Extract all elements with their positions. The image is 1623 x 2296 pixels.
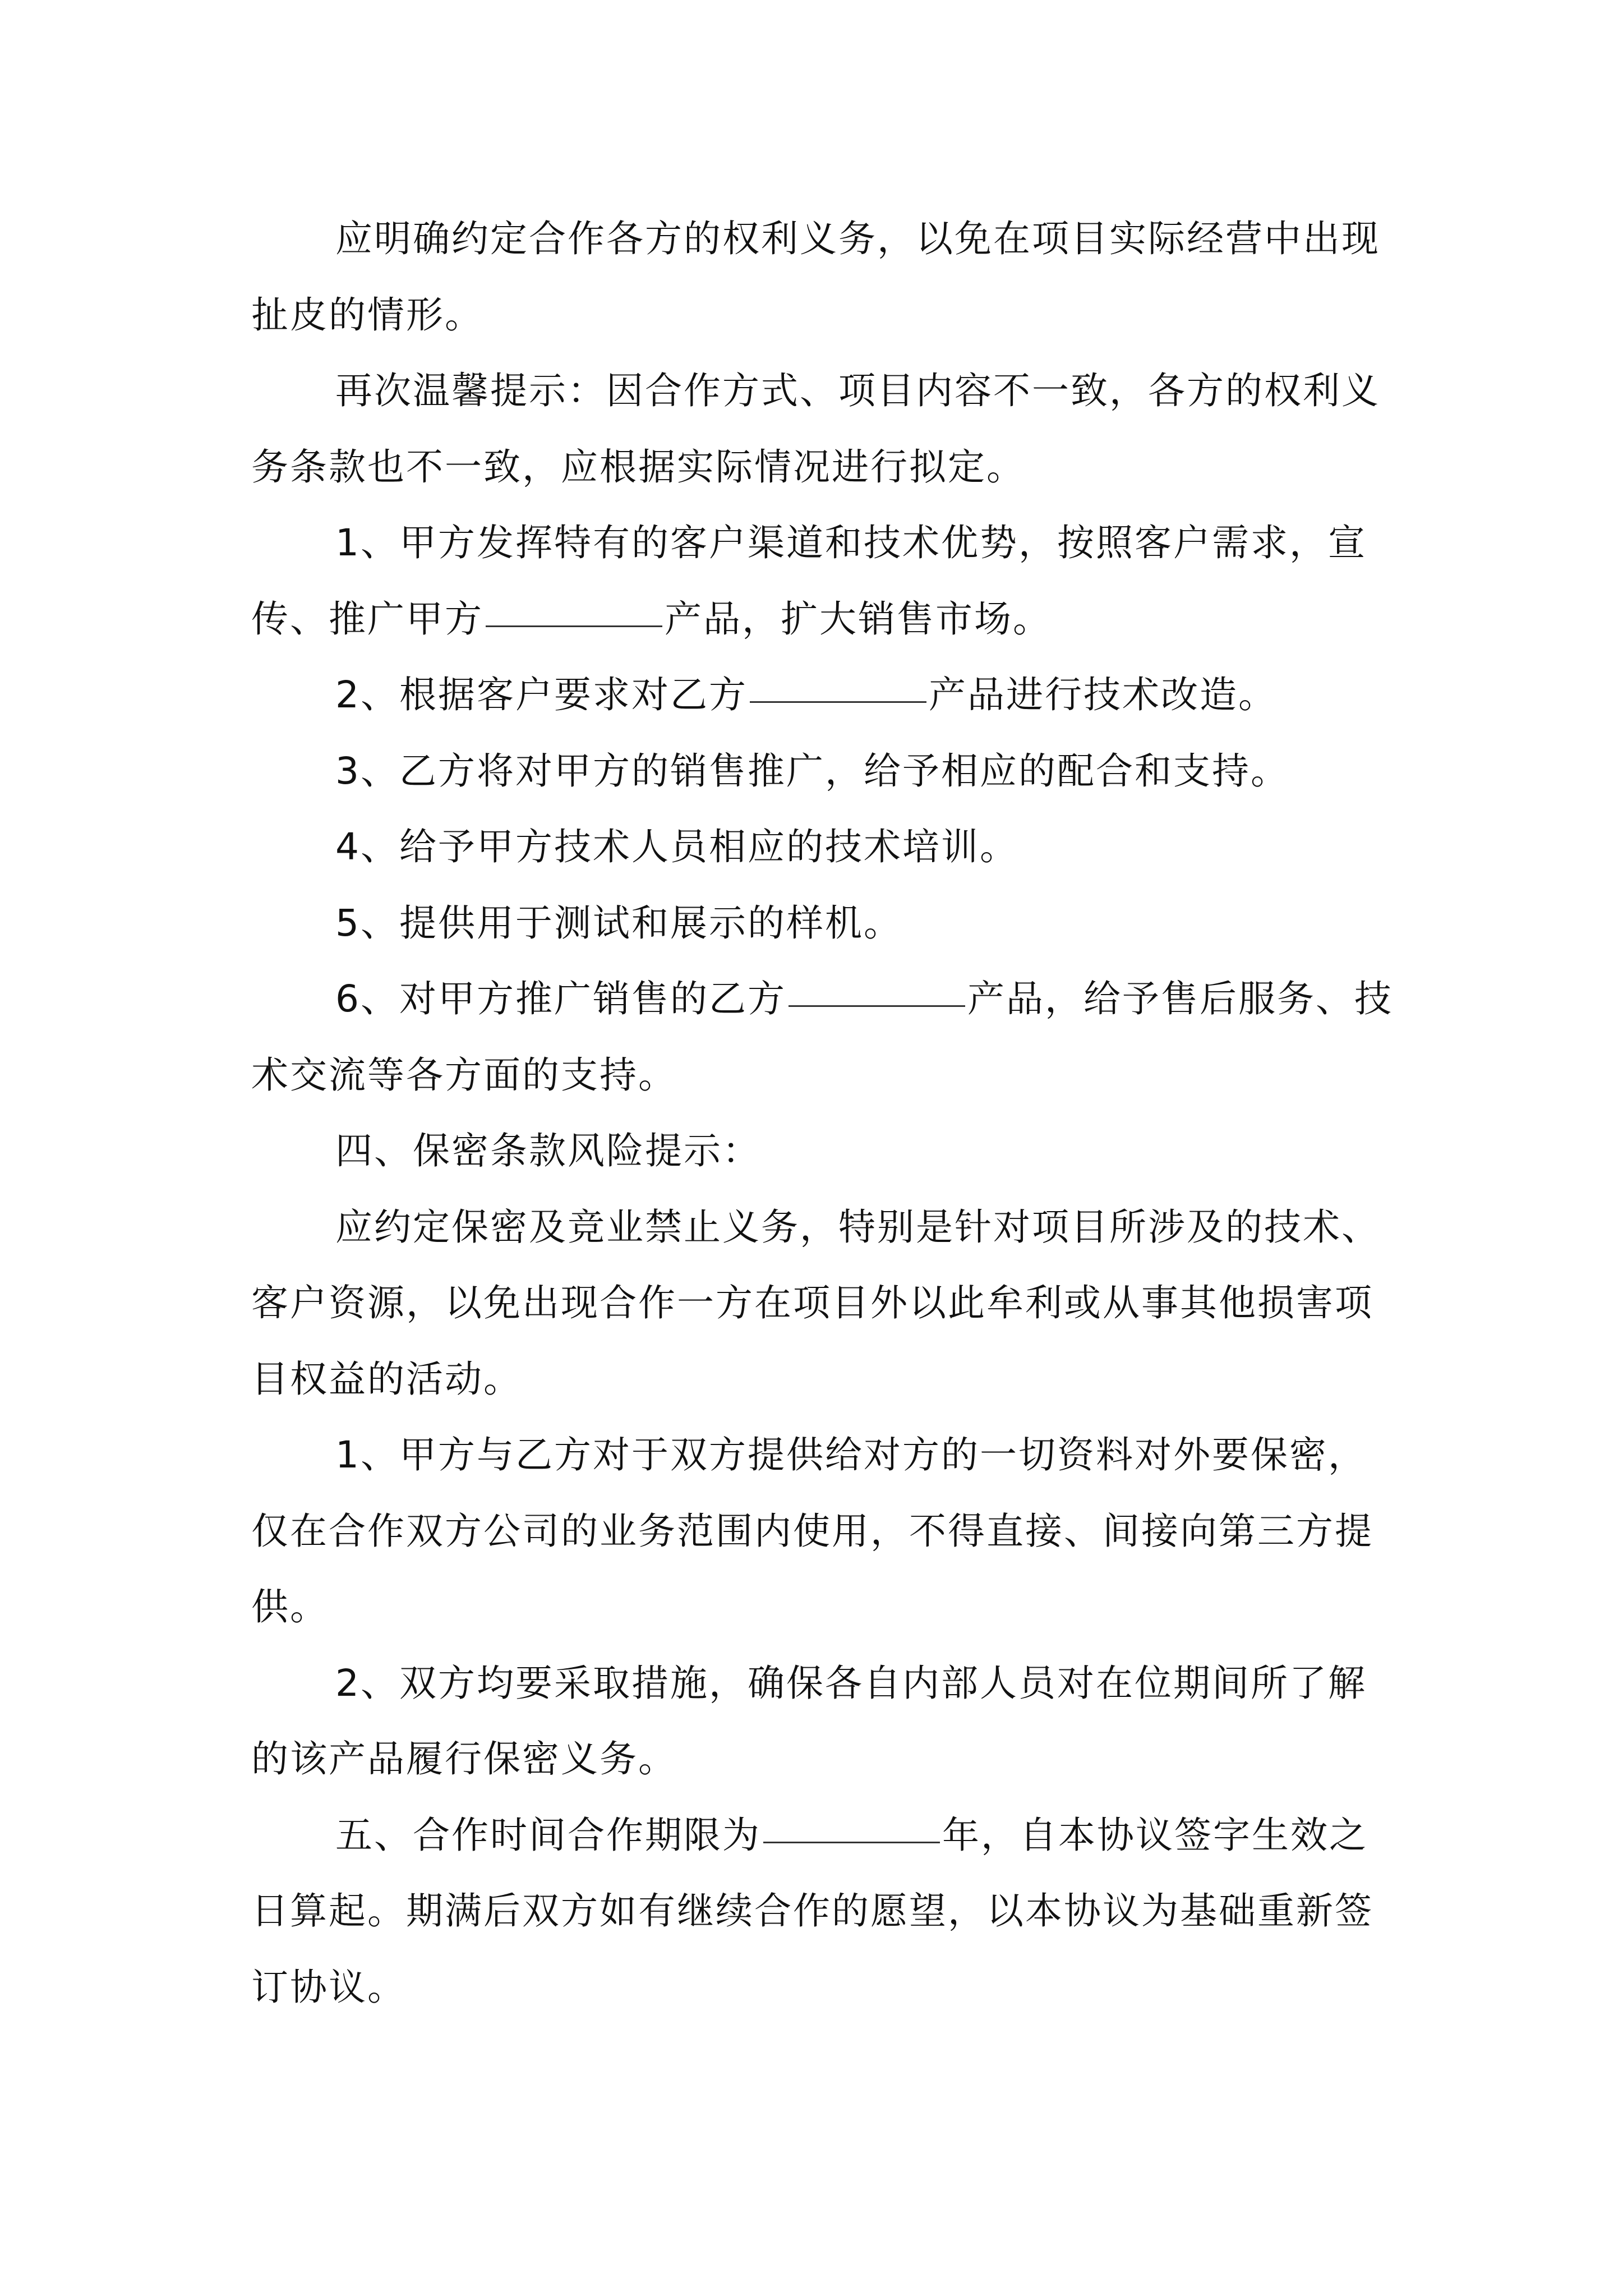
paragraph-text: 再次温馨提示：因合作方式、项目内容不一致，各方的权利义务条款也不一致，应根据实际情况进行拟定。 [251,369,1380,489]
paragraph-text: 1、甲方与乙方对于双方提供给对方的一切资料对外要保密，仅在合作双方公司的业务范围内使用，不得直接、间接向第三方提供。 [251,1433,1373,1628]
paragraph-item-6 [251,961,1401,1113]
paragraph-text: 产品进行技术改造。 [929,673,1277,716]
paragraph-text: 年，自本协议签字生效之日算起。期满后双方如有继续合作的愿望，以本协议为基础重新签订协议。 [251,1813,1373,2009]
paragraph-item-2 [251,657,1401,733]
paragraph-text: 4、给予甲方技术人员相应的技术培训。 [335,825,1018,868]
paragraph-duties-intro [251,201,1401,353]
fill-in-blank [763,1842,940,1843]
paragraph-text: 产品，给予售后服务、技术交流等各方面的支持。 [251,977,1393,1097]
paragraph-text: 3、乙方将对甲方的销售推广，给予相应的配合和支持。 [335,749,1289,793]
paragraph-text: 应约定保密及竞业禁止义务，特别是针对项目所涉及的技术、客户资源，以免出现合作一方在项目外以此牟利或从事其他损害项目权益的活动。 [251,1205,1380,1401]
paragraph-text: 2、双方均要采取措施，确保各自内部人员对在位期间所了解的该产品履行保密义务。 [251,1661,1367,1780]
paragraph-text: 五、合作时间合作期限为 [335,1813,761,1857]
paragraph-confidentiality-2 [251,1645,1401,1797]
paragraph-text: 5、提供用于测试和展示的样机。 [335,901,902,945]
paragraph-item-4 [251,809,1401,885]
paragraph-reminder [251,353,1401,505]
paragraph-confidentiality-1 [251,1417,1401,1645]
section-heading-confidentiality [251,1113,1401,1189]
paragraph-text: 2、根据客户要求对乙方 [335,673,748,716]
fill-in-blank [789,1005,965,1007]
fill-in-blank [750,701,926,703]
fill-in-blank [486,625,662,627]
paragraph-item-3 [251,733,1401,809]
paragraph-text: 6、对甲方推广销售的乙方 [335,977,786,1020]
paragraph-confidentiality-intro [251,1189,1401,1418]
heading-text: 四、保密条款风险提示： [335,1129,761,1172]
paragraph-text: 应明确约定合作各方的权利义务，以免在项目实际经营中出现扯皮的情形。 [251,217,1380,337]
paragraph-item-5 [251,885,1401,961]
paragraph-text: 1、甲方发挥特有的客户渠道和技术优势，按照客户需求，宣传、推广甲方 [251,521,1367,641]
paragraph-cooperation-term [251,1797,1401,2026]
paragraph-text: 产品，扩大销售市场。 [665,597,1052,641]
document-body [251,201,1401,2025]
paragraph-item-1 [251,505,1401,657]
